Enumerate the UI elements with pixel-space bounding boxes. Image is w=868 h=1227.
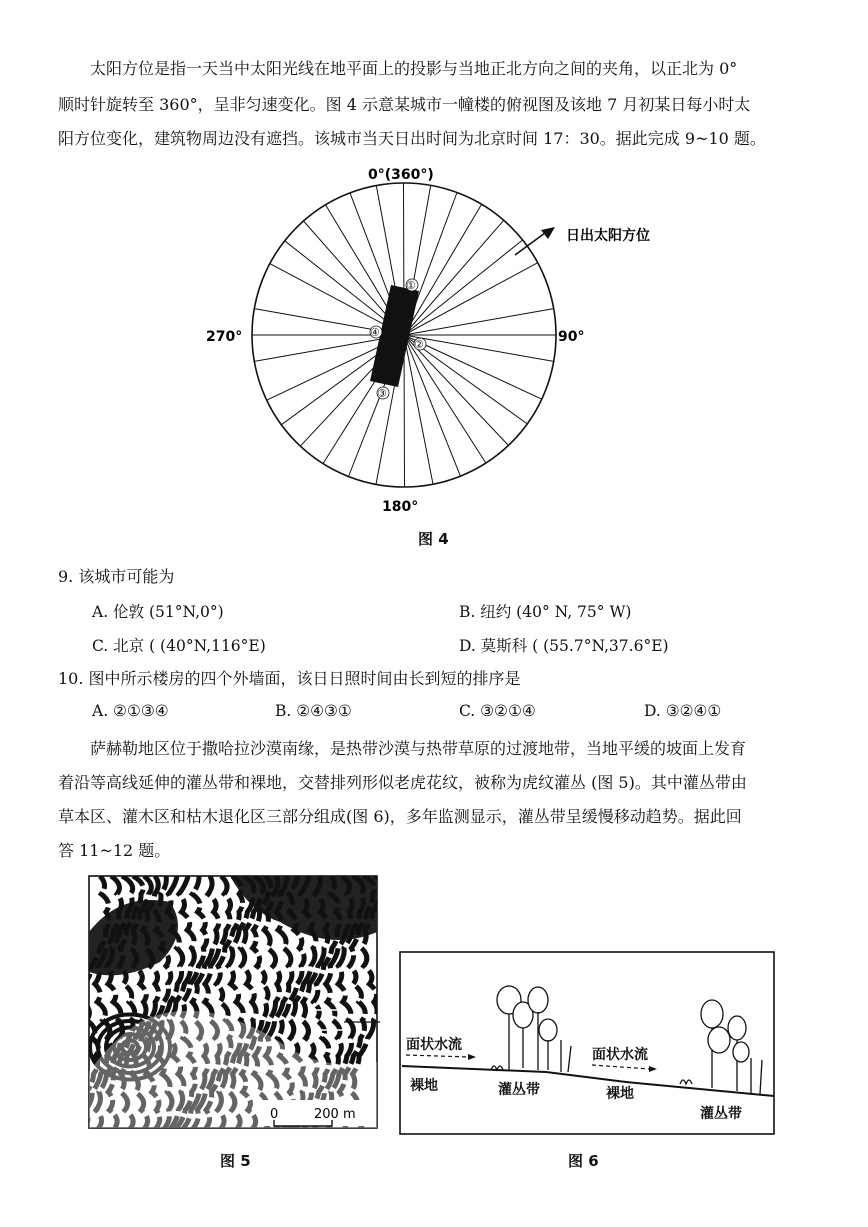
figure6-caption: 图 6 (568, 1152, 599, 1170)
q9-option-d: D. 莫斯科 ( (55.7°N,37.6°E) (459, 637, 669, 655)
q10-stem: 10. 图中所示楼房的四个外墙面，该日日照时间由长到短的排序是 (58, 669, 521, 688)
bare-ground-label-1: 裸地 (410, 1078, 438, 1094)
azimuth-180-label: 180° (382, 499, 419, 515)
shrub-band-label-2: 灌丛带 (700, 1106, 742, 1122)
passage1-line2: 顺时针旋转至 360°，呈非匀速变化。图 4 示意某城市一幢楼的俯视图及该地 7 月初某日每小时太 (58, 95, 751, 114)
q10-option-d: D. ③②④① (644, 702, 722, 720)
passage2-line4: 答 11~12 题。 (58, 841, 171, 860)
q9-option-a: A. 伦敦 (51°N,0°) (92, 603, 224, 621)
figure5-caption: 图 5 (220, 1152, 251, 1170)
q9-option-b: B. 纽约 (40° N, 75° W) (459, 603, 632, 621)
wall-1-label: ① (406, 279, 416, 292)
figure4-sun-azimuth-diagram (190, 160, 670, 520)
sunrise-arrow-head (541, 227, 555, 239)
wall-2-label: ② (414, 338, 424, 351)
shrub-band-label-1: 灌丛带 (498, 1082, 540, 1098)
q10-option-a: A. ②①③④ (92, 702, 169, 720)
q10-option-c: C. ③②①④ (459, 702, 536, 720)
azimuth-0-label: 0°(360°) (368, 167, 434, 183)
q10-option-b: B. ②④③① (275, 702, 352, 720)
azimuth-270-label: 270° (206, 329, 243, 345)
q9-option-c: C. 北京 ( (40°N,116°E) (92, 637, 266, 655)
figure6-bush-band-profile (396, 948, 778, 1138)
scale-label: 200 m (314, 1107, 356, 1122)
sunrise-azimuth-label: 日出太阳方位 (566, 228, 650, 244)
azimuth-ray (404, 335, 508, 445)
azimuth-90-label: 90° (558, 329, 585, 345)
passage2-line2: 着沿等高线延伸的灌丛带和裸地，交替排列形似老虎花纹，被称为虎纹灌丛 (图 5)。其中灌丛带由 (58, 773, 747, 792)
azimuth-ray (404, 263, 538, 335)
flow-label-1: 面状水流 (406, 1037, 462, 1053)
passage1-line1: 太阳方位是指一天当中太阳光线在地平面上的投影与当地正北方向之间的夹角，以正北为 0° (90, 59, 738, 78)
q9-stem: 9. 该城市可能为 (58, 567, 175, 586)
azimuth-ray (404, 309, 554, 335)
passage2-line1: 萨赫勒地区位于撒哈拉沙漠南缘，是热带沙漠与热带草原的过渡地带，当地平缓的坡面上发育 (90, 739, 747, 758)
wall-4-label: ④ (370, 326, 380, 339)
azimuth-ray (404, 335, 460, 476)
passage2-line3: 草本区、灌木区和枯木退化区三部分组成(图 6)，多年监测显示，灌丛带呈缓慢移动趋势。据此回 (58, 807, 742, 826)
azimuth-ray (404, 220, 504, 335)
bare-ground-label-2: 裸地 (606, 1086, 634, 1102)
flow-label-2: 面状水流 (592, 1047, 648, 1063)
azimuth-ray (404, 335, 554, 361)
figure5-tiger-bush-image (80, 872, 380, 1140)
passage1-line3: 阳方位变化，建筑物周边没有遮挡。该城市当天日出时间为北京时间 17：30。据此完成 9~10 题。 (58, 129, 766, 148)
scale-zero: 0 (270, 1107, 279, 1122)
wall-3-label: ③ (377, 387, 387, 400)
figure4-caption: 图 4 (418, 530, 449, 548)
